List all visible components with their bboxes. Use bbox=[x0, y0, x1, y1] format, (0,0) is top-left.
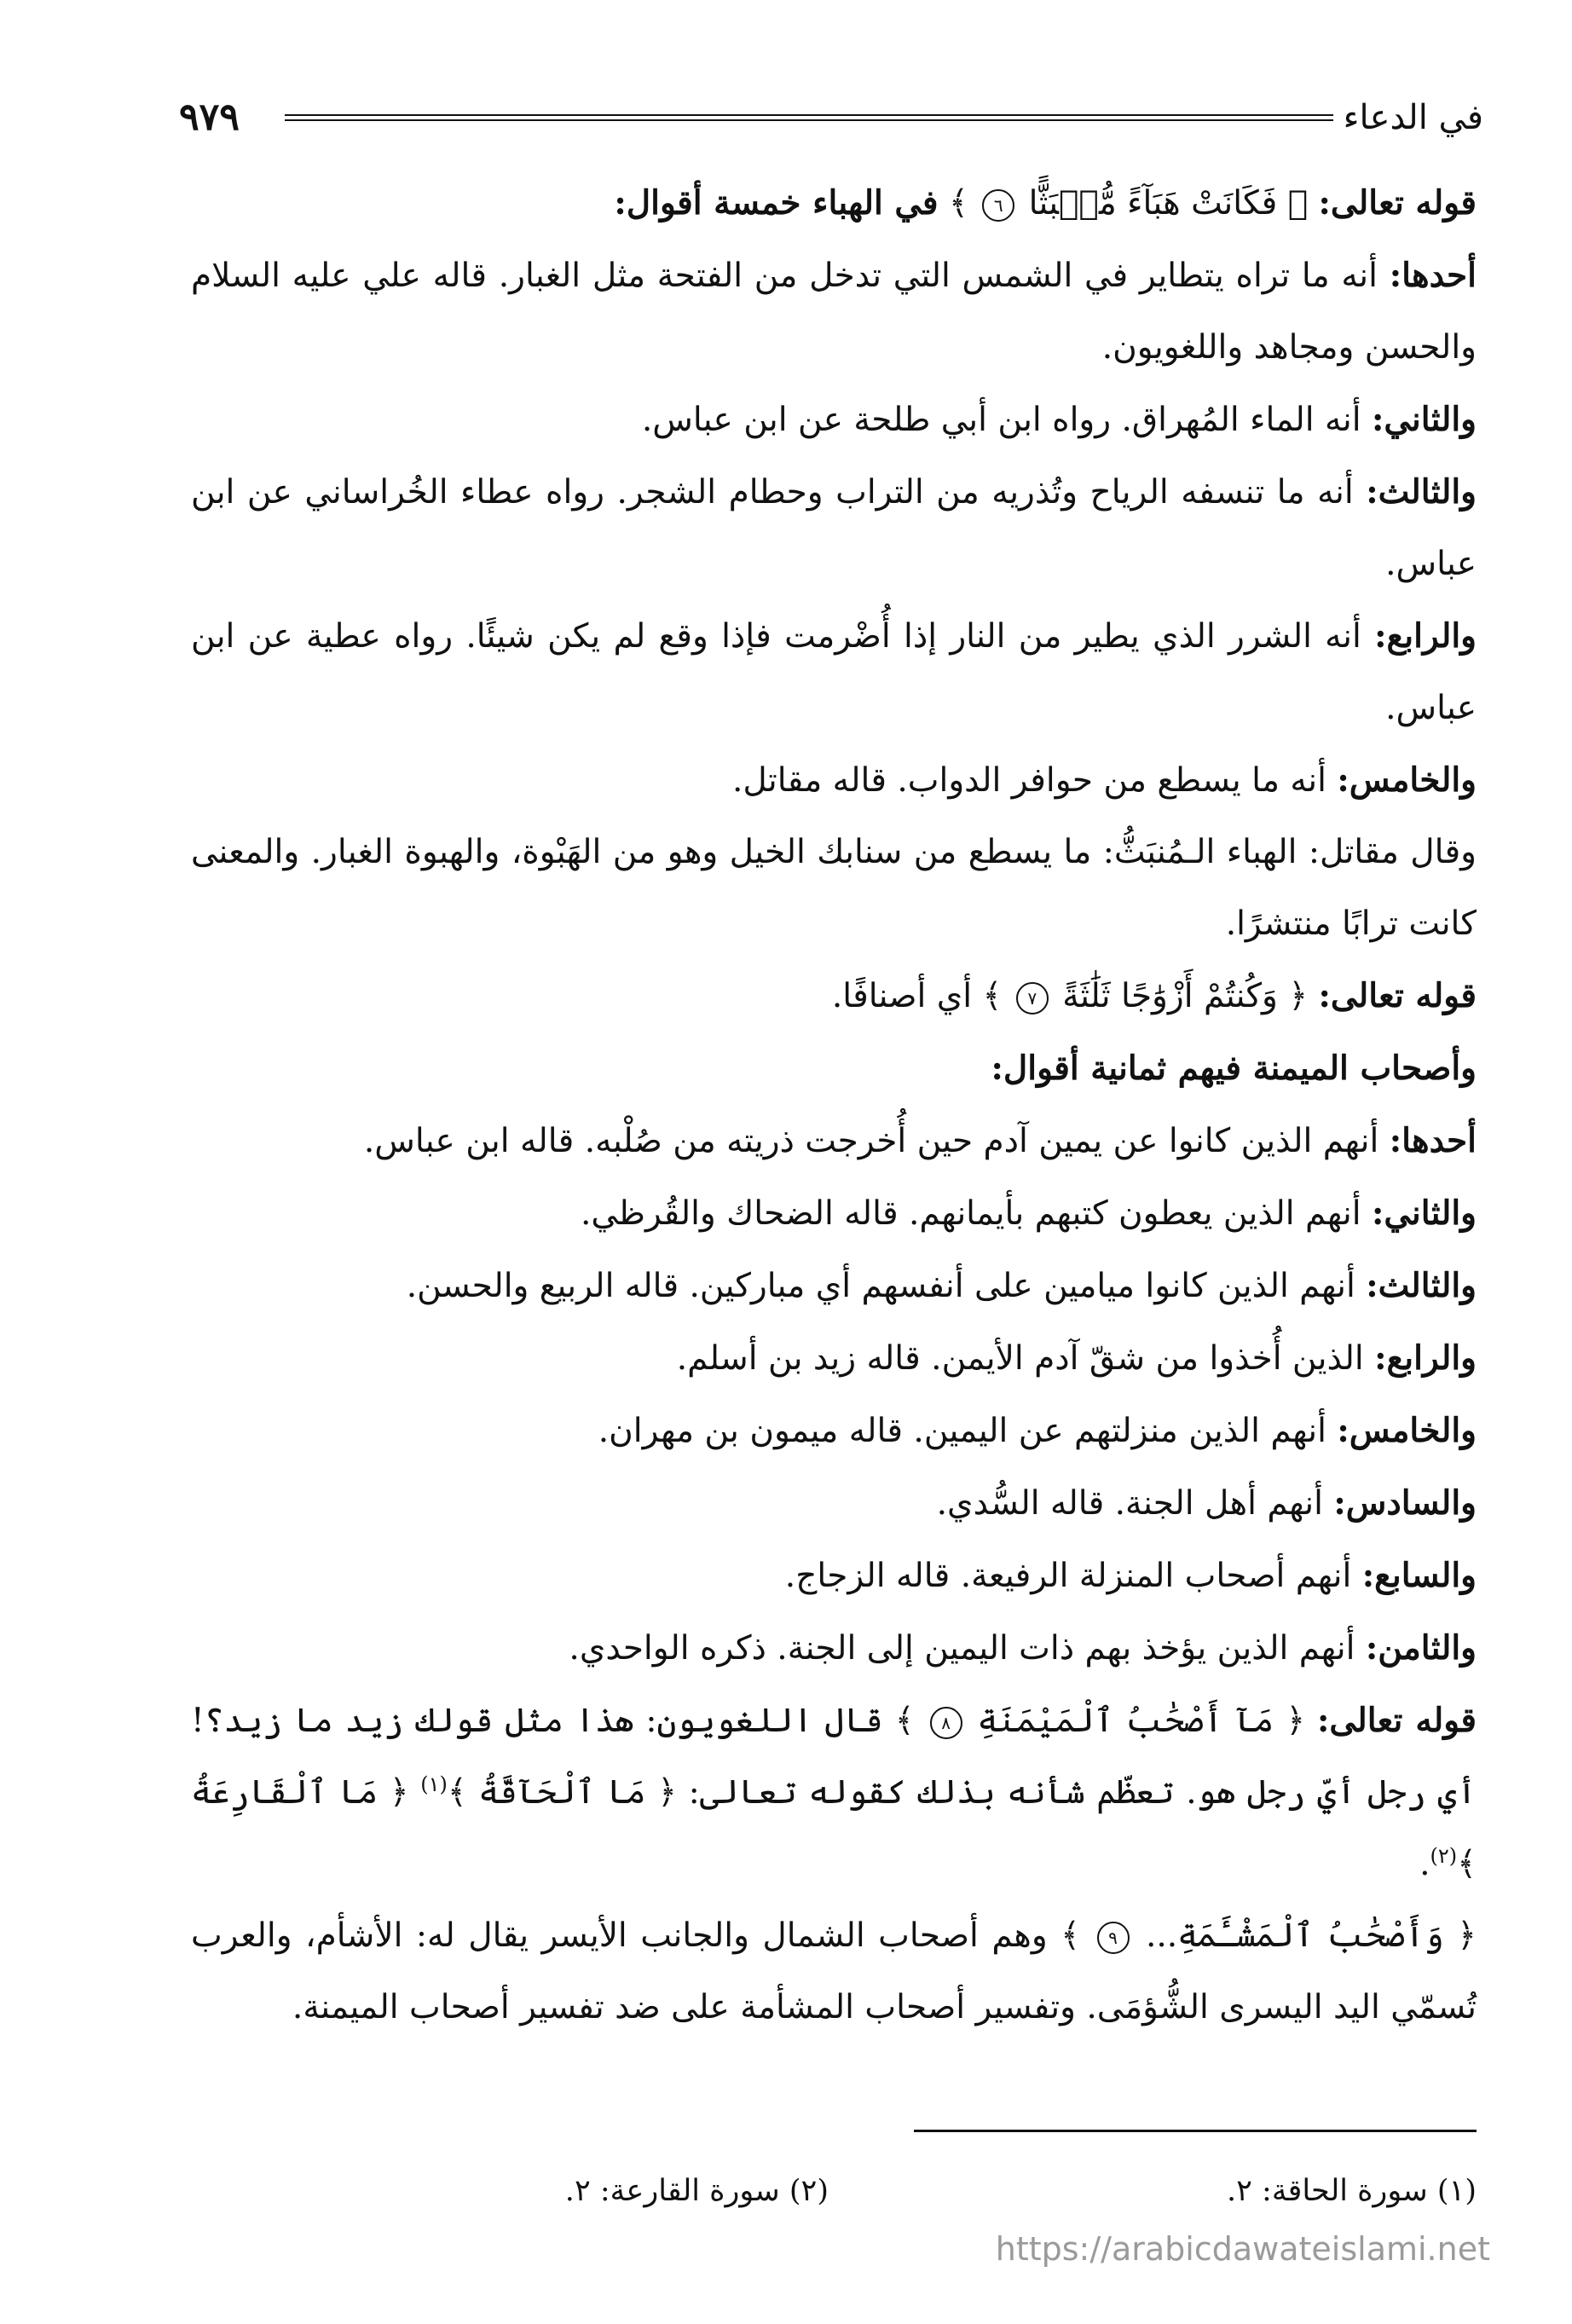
paragraph-text: أنهم الذين كانوا ميامين على أنفسهم أي مباركين. قاله الربيع والحسن. bbox=[406, 1267, 1355, 1305]
quran-verse-haqqa: ﴿ مَا ٱلْحَآقَّةُ ﴾ bbox=[447, 1773, 677, 1812]
paragraph-verse-7 bbox=[191, 960, 1477, 1032]
paragraph-text: أنهم أهل الجنة. قاله السُّدي. bbox=[936, 1484, 1323, 1523]
footnote-2: (٢) سورة القارعة: ٢. bbox=[564, 2174, 829, 2208]
page-header bbox=[179, 92, 1483, 143]
paragraph-text: وقال مقاتل: الهباء الـمُنبَثُّ: ما يسطع من سنابك الخيل وهو من الهَبْوة، والهبوة الغبار. والمعنى كانت ترابًا منتشرًا. bbox=[191, 833, 1477, 943]
paragraph-lead: قوله تعالى: bbox=[1318, 976, 1477, 1015]
paragraph-lead: والسادس: bbox=[1333, 1483, 1477, 1523]
footnote-reference-2[interactable]: (٢) bbox=[1430, 1844, 1458, 1868]
paragraph-heading-maymana bbox=[191, 1032, 1477, 1105]
paragraph-text: الذين أُخذوا من شقّ آدم الأيمن. قاله زيد بن أسلم. bbox=[676, 1339, 1364, 1378]
paragraph-text: أي أصنافًا. bbox=[831, 977, 973, 1015]
quran-verse: ﴿ فَكَانَتْ هَبَآءً مُّنۢبَثًّا bbox=[1028, 184, 1309, 223]
paragraph-text: أنهم الذين يؤخذ بهم ذات اليمين إلى الجنة. ذكره الواحدي. bbox=[569, 1629, 1355, 1668]
section-heading: وأصحاب الميمنة فيهم ثمانية أقوال: bbox=[991, 1049, 1477, 1088]
paragraph-text: أنهم الذين منزلتهم عن اليمين. قاله ميمون بن مهران. bbox=[598, 1412, 1326, 1450]
paragraph-lead: قوله تعالى: bbox=[1316, 1701, 1477, 1740]
paragraph-verse-6 bbox=[191, 167, 1477, 240]
paragraph-text: أنه ما تراه يتطاير في الشمس التي تدخل من الفتحة مثل الغبار. قاله علي عليه السلام والحسن ومجاهد واللغويون. bbox=[191, 257, 1477, 367]
verse-close-bracket: ﴾ bbox=[1061, 1916, 1081, 1955]
paragraph-text: أنهم الذين كانوا عن يمين آدم حين أُخرجت ذريته من صُلْبه. قاله ابن عباس. bbox=[363, 1122, 1379, 1160]
sentence-end: . bbox=[1419, 1845, 1430, 1883]
paragraph-maymana-7 bbox=[191, 1540, 1477, 1612]
main-text bbox=[191, 167, 1477, 2044]
paragraph-maymana-4 bbox=[191, 1322, 1477, 1395]
paragraph-text: أنه الشرر الذي يطير من النار إذا أُضْرمت فإذا وقع لم يكن شيئًا. رواه عطية عن ابن عباس. bbox=[191, 617, 1477, 727]
quran-verse: ﴿ مَآ أَصْحَٰبُ ٱلْمَيْمَنَةِ bbox=[977, 1702, 1306, 1740]
paragraph-opinion-2 bbox=[191, 384, 1477, 456]
quran-verse: ﴿ وَكُنتُمْ أَزْوَٰجًا ثَلَٰثَةً bbox=[1062, 977, 1309, 1015]
paragraph-text: أنه ما يسطع من حوافر الدواب. قاله مقاتل. bbox=[732, 761, 1326, 800]
paragraph-text: أنه ما تنسفه الرياح وتُذريه من التراب وحطام الشجر. رواه عطاء الخُراساني عن ابن عباس. bbox=[191, 473, 1477, 583]
paragraph-lead: والثاني: bbox=[1372, 1194, 1477, 1233]
paragraph-lead: والخامس: bbox=[1337, 760, 1477, 800]
paragraph-lead: والسابع: bbox=[1361, 1556, 1477, 1595]
paragraph-maymana-5 bbox=[191, 1395, 1477, 1467]
paragraph-opinion-4 bbox=[191, 600, 1477, 744]
running-title: في الدعاء bbox=[1343, 98, 1483, 137]
verse-close-bracket: ﴾ bbox=[894, 1702, 915, 1740]
paragraph-lead: والثاني: bbox=[1372, 400, 1477, 439]
paragraph-lead: والثامن: bbox=[1365, 1628, 1477, 1668]
paragraph-lead: أحدها: bbox=[1389, 1121, 1477, 1160]
section-heading: في الهباء خمسة أقوال: bbox=[614, 183, 939, 223]
ayah-number-marker: ٧ bbox=[1016, 982, 1049, 1015]
paragraph-maymana-2 bbox=[191, 1177, 1477, 1250]
header-double-rule bbox=[285, 114, 1333, 121]
paragraph-maymana-1 bbox=[191, 1105, 1477, 1177]
paragraph-opinion-5 bbox=[191, 744, 1477, 817]
paragraph-text: قال اللغويون: هذا مثل قولك زيد ما زيد؟! أي رجل أيّ رجل هو. تعظّم شأنه بذلك كقوله تعالى: bbox=[191, 1702, 1477, 1812]
paragraph-text: أنهم الذين يعطون كتبهم بأيمانهم. قاله الضحاك والقُرظي. bbox=[581, 1194, 1361, 1233]
paragraph-opinion-3 bbox=[191, 456, 1477, 600]
paragraph-lead: والرابع: bbox=[1374, 616, 1477, 656]
quran-verse: ﴿ وَأَصْحَٰبُ ٱلْمَشْـَٔمَةِ... bbox=[1145, 1916, 1477, 1955]
verse-close-bracket: ﴾ bbox=[948, 184, 968, 223]
paragraph-muqatil bbox=[191, 817, 1477, 960]
paragraph-text: وهم أصحاب الشمال والجانب الأيسر يقال له: الأشأم، والعرب تُسمّي اليد اليسرى الشُّؤمَى. وتفسير أصحاب المشأمة على ضد تفسير أصحاب الميمنة. bbox=[191, 1916, 1477, 2026]
paragraph-maymana-6 bbox=[191, 1467, 1477, 1540]
paragraph-lead: قوله تعالى: bbox=[1318, 183, 1477, 223]
ayah-number-marker: ٩ bbox=[1097, 1922, 1130, 1954]
paragraph-lead: والرابع: bbox=[1374, 1338, 1477, 1378]
paragraph-lead: والخامس: bbox=[1337, 1411, 1477, 1450]
quran-verse-qariah: ﴿ مَا ٱلْقَارِعَةُ ﴾ bbox=[191, 1773, 1477, 1883]
paragraph-text: أنهم أصحاب المنزلة الرفيعة. قاله الزجاج. bbox=[784, 1557, 1352, 1595]
paragraph-lead: والثالث: bbox=[1366, 1266, 1477, 1305]
footnote-separator bbox=[914, 2130, 1477, 2132]
paragraph-opinion-1 bbox=[191, 240, 1477, 384]
footnote-reference-1[interactable]: (١) bbox=[420, 1772, 448, 1796]
paragraph-text: أنه الماء المُهراق. رواه ابن أبي طلحة عن ابن عباس. bbox=[641, 401, 1361, 439]
paragraph-lead: أحدها: bbox=[1389, 256, 1477, 295]
footnote-1: (١) سورة الحاقة: ٢. bbox=[1226, 2174, 1477, 2208]
paragraph-maymana-8 bbox=[191, 1612, 1477, 1685]
paragraph-lead: والثالث: bbox=[1366, 472, 1477, 512]
ayah-number-marker: ٨ bbox=[930, 1707, 962, 1739]
paragraph-verse-9 bbox=[191, 1900, 1477, 2044]
ayah-number-marker: ٦ bbox=[982, 189, 1014, 222]
page-number: ٩٧٩ bbox=[179, 95, 240, 139]
source-watermark: https://arabicdawateislami.net bbox=[995, 2230, 1490, 2268]
verse-close-bracket: ﴾ bbox=[982, 977, 1003, 1015]
paragraph-maymana-3 bbox=[191, 1250, 1477, 1322]
paragraph-verse-8 bbox=[191, 1685, 1477, 1900]
footnotes bbox=[191, 2165, 1477, 2217]
